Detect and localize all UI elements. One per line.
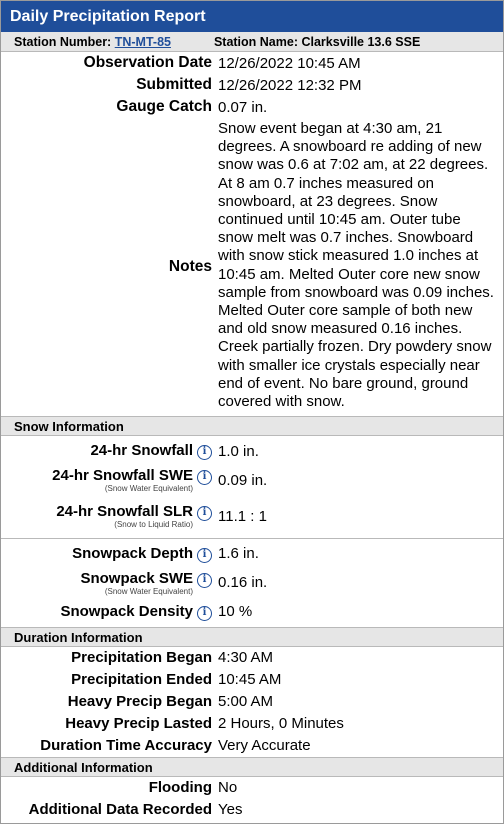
additional-information-heading: Additional Information [1,757,503,777]
snowpack-depth-label: Snowpack Depth [72,544,193,562]
swe-24-row [1,462,503,498]
slr-24-sublabel: (Snow to Liquid Ratio) [114,520,193,530]
gauge-catch-label: Gauge Catch [116,98,212,115]
slr-24-value: 11.1 : 1 [218,507,267,525]
duration-accuracy-label: Duration Time Accuracy [40,737,212,755]
snowpack-density-value: 10 % [218,603,253,621]
slr-24-label: 24-hr Snowfall SLR [56,503,193,521]
station-number-label: Station Number: [14,35,112,49]
duration-information-table [1,647,503,757]
flooding-row [1,777,503,799]
observation-date-row [1,52,503,74]
observation-date-label: Observation Date [83,54,212,71]
gauge-catch-value: 0.07 in. [218,98,268,116]
additional-data-row [1,799,503,821]
snowpack-depth-label-cell [1,543,216,565]
swe-24-label: 24-hr Snowfall SWE [52,467,193,485]
snowpack-depth-row [1,543,503,565]
duration-accuracy-value: Very Accurate [218,737,311,755]
swe-24-sublabel: (Snow Water Equivalent) [104,484,193,494]
precip-began-value: 4:30 AM [218,649,274,667]
duration-information-heading: Duration Information [1,627,503,647]
snowpack-swe-label-cell [1,565,216,601]
snowfall-24-value: 1.0 in. [218,442,259,460]
snowpack-depth-value: 1.6 in. [218,545,259,563]
heavy-precip-lasted-label: Heavy Precip Lasted [65,715,212,733]
heavy-precip-began-row [1,691,503,713]
station-bar [1,32,503,52]
observation-table [1,52,503,416]
info-icon[interactable]: i [197,470,212,485]
precip-ended-label: Precipitation Ended [71,671,212,689]
info-icon[interactable]: i [197,548,212,563]
info-icon[interactable]: i [197,573,212,588]
snowpack-swe-sublabel: (Snow Water Equivalent) [104,586,193,596]
info-icon[interactable]: i [197,445,212,460]
precip-began-label: Precipitation Began [71,649,212,667]
heavy-precip-began-label: Heavy Precip Began [67,693,212,711]
notes-row [1,118,503,416]
notes-label: Notes [168,258,212,276]
snowpack-density-label: Snowpack Density [60,602,193,620]
additional-data-value: Yes [218,801,243,819]
snowfall-24-row [1,440,503,462]
snowpack-density-label-cell [1,601,216,623]
station-name-label: Station Name: [213,35,298,49]
observation-date-value: 12/26/2022 10:45 AM [218,54,361,72]
station-number-link[interactable]: TN-MT-85 [114,35,171,49]
info-icon[interactable]: i [197,506,212,521]
snow-information-table [1,436,503,627]
snowpack-swe-label: Snowpack SWE [80,569,193,587]
snowfall-24-label-cell [1,440,216,462]
swe-24-value: 0.09 in. [218,471,268,489]
additional-data-label: Additional Data Recorded [28,801,212,819]
swe-24-label-cell [1,462,216,498]
slr-24-label-cell [1,498,216,534]
duration-accuracy-row [1,735,503,757]
report-title: Daily Precipitation Report [1,1,503,32]
submitted-row [1,74,503,96]
info-icon[interactable]: i [197,606,212,621]
submitted-label: Submitted [136,76,212,93]
submitted-value: 12/26/2022 12:32 PM [218,76,362,94]
additional-information-table [1,777,503,821]
gauge-catch-row [1,96,503,118]
snow-information-heading: Snow Information [1,416,503,436]
notes-value: Snow event began at 4:30 am, 21 degrees. A snowboard re adding of new snow was 0.6 at 7:02 am, at 22 degrees. At 8 am 0.7 inches measured on snowboard, at 23 degrees. Snow continued until 10:45 am. Outer tube snow melt was 0.7 inches. Snowboard with snow stick measured 1.0 inches at 10:45 am. Melted Outer core new snow sample from snowboard was 0.09 inches. Melted Outer core sample of both new and old snow measured 0.16 inches. Creek partially frozen. Dry powdery snow with smaller ice crystals especially near end of event. No bare ground, ground covered with snow. [218,120,494,411]
heavy-precip-began-value: 5:00 AM [218,693,274,711]
snowpack-density-row [1,601,503,623]
flooding-value: No [218,779,238,797]
heavy-precip-lasted-row [1,713,503,735]
slr-24-row [1,498,503,534]
snowpack-swe-value: 0.16 in. [218,574,268,592]
precip-ended-row [1,669,503,691]
flooding-label: Flooding [148,779,212,797]
snowfall-24-label: 24-hr Snowfall [90,442,193,460]
snowpack-swe-row [1,565,503,601]
station-name: Clarksville 13.6 SSE [301,35,421,49]
precip-began-row [1,647,503,669]
heavy-precip-lasted-value: 2 Hours, 0 Minutes [218,715,344,733]
precip-ended-value: 10:45 AM [218,671,282,689]
